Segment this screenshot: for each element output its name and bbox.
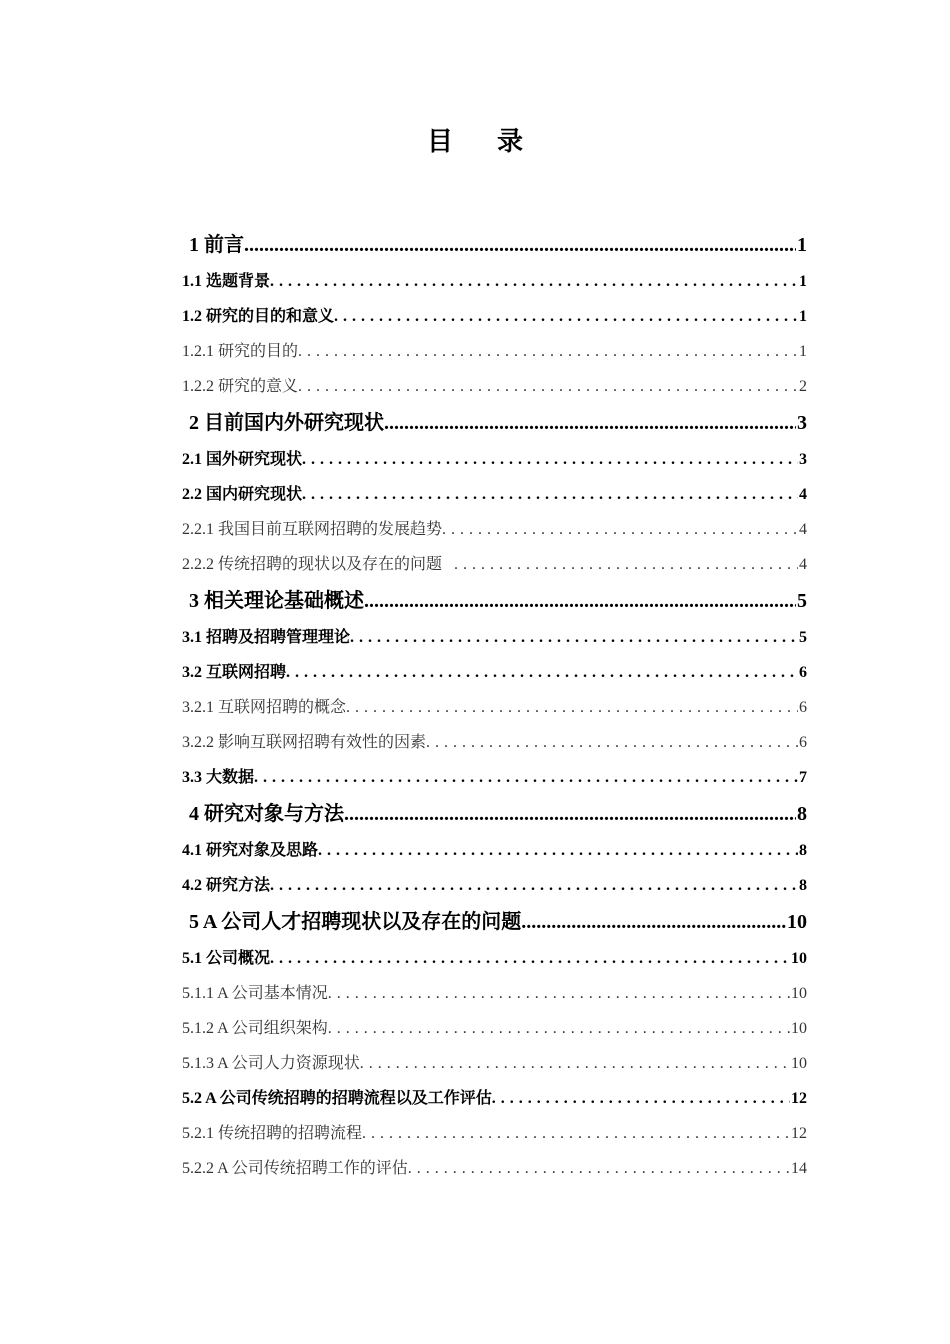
toc-entry-page-number: 4 bbox=[799, 556, 807, 573]
toc-entry-label: 3.2.2 影响互联网招聘有效性的因素 bbox=[182, 734, 427, 751]
toc-subsection-entry[interactable] bbox=[182, 690, 807, 725]
toc-entry-page-number: 10 bbox=[791, 950, 807, 967]
toc-dot-leader bbox=[454, 547, 798, 582]
toc-entry-page-number: 10 bbox=[787, 911, 807, 933]
toc-entry-label: 1.2.1 研究的目的 bbox=[182, 343, 299, 360]
toc-dot-leader bbox=[521, 903, 786, 941]
toc-dot-leader bbox=[360, 1046, 790, 1081]
toc-entry-page-number: 12 bbox=[791, 1090, 807, 1107]
toc-entry-page-number: 8 bbox=[799, 842, 807, 859]
toc-subsection-entry[interactable] bbox=[182, 1046, 807, 1081]
toc-entry-page-number: 8 bbox=[799, 877, 807, 894]
toc-entry-label: 5.1.2 A 公司组织架构 bbox=[182, 1020, 328, 1037]
toc-chapter-entry[interactable] bbox=[182, 903, 807, 941]
toc-subsection-entry[interactable] bbox=[182, 1116, 807, 1151]
toc-entry-page-number: 3 bbox=[797, 412, 807, 434]
toc-entry-page-number: 10 bbox=[791, 985, 807, 1002]
toc-section-entry[interactable] bbox=[182, 760, 807, 795]
toc-dot-leader bbox=[302, 442, 798, 477]
toc-section-entry[interactable] bbox=[182, 264, 807, 299]
toc-entry-label: 5.1.3 A 公司人力资源现状 bbox=[182, 1055, 360, 1072]
toc-section-entry[interactable] bbox=[182, 833, 807, 868]
toc-entry-label: 3.2 互联网招聘 bbox=[182, 664, 287, 681]
toc-subsection-entry[interactable] bbox=[182, 976, 807, 1011]
toc-dot-leader bbox=[298, 369, 798, 404]
toc-entry-label: 2.2.2 传统招聘的现状以及存在的问题 bbox=[182, 556, 455, 573]
toc-chapter-entry[interactable] bbox=[182, 226, 807, 264]
toc-dot-leader bbox=[492, 1081, 790, 1116]
toc-dot-leader bbox=[270, 264, 798, 299]
toc-section-entry[interactable] bbox=[182, 299, 807, 334]
toc-subsection-entry[interactable] bbox=[182, 1011, 807, 1046]
toc-section-entry[interactable] bbox=[182, 620, 807, 655]
toc-dot-leader bbox=[298, 334, 798, 369]
toc-dot-leader bbox=[362, 1116, 790, 1151]
toc-dot-leader bbox=[334, 299, 798, 334]
toc-entry-label: 5 A 公司人才招聘现状以及存在的问题 bbox=[189, 911, 522, 933]
toc-entry-label: 5.2.1 传统招聘的招聘流程 bbox=[182, 1125, 363, 1142]
toc-dot-leader bbox=[318, 833, 798, 868]
toc-entry-page-number: 1 bbox=[797, 234, 807, 256]
toc-dot-leader bbox=[364, 582, 796, 620]
toc-dot-leader bbox=[350, 620, 798, 655]
toc-section-entry[interactable] bbox=[182, 477, 807, 512]
toc-dot-leader bbox=[384, 404, 796, 442]
toc-entry-page-number: 10 bbox=[791, 1020, 807, 1037]
toc-chapter-entry[interactable] bbox=[182, 582, 807, 620]
toc-dot-leader bbox=[254, 760, 798, 795]
toc-entry-page-number: 10 bbox=[791, 1055, 807, 1072]
toc-entry-page-number: 6 bbox=[799, 664, 807, 681]
toc-entry-page-number: 12 bbox=[791, 1125, 807, 1142]
toc-entry-label: 5.1 公司概况 bbox=[182, 950, 271, 967]
toc-entry-page-number: 7 bbox=[799, 769, 807, 786]
toc-entry-label: 5.1.1 A 公司基本情况 bbox=[182, 985, 328, 1002]
toc-dot-leader bbox=[302, 477, 798, 512]
toc-dot-leader bbox=[328, 1011, 790, 1046]
toc-entry-label: 2.1 国外研究现状 bbox=[182, 451, 303, 468]
toc-entry-label: 1.1 选题背景 bbox=[182, 273, 271, 290]
toc-section-entry[interactable] bbox=[182, 655, 807, 690]
toc-entry-label: 2.2 国内研究现状 bbox=[182, 486, 303, 503]
toc-dot-leader bbox=[442, 512, 798, 547]
toc-entry-page-number: 2 bbox=[799, 378, 807, 395]
toc-entry-label: 1.2.2 研究的意义 bbox=[182, 378, 299, 395]
toc-entry-label: 3.3 大数据 bbox=[182, 769, 255, 786]
toc-entry-page-number: 1 bbox=[799, 273, 807, 290]
toc-entry-label: 1.2 研究的目的和意义 bbox=[182, 308, 335, 325]
toc-section-entry[interactable] bbox=[182, 442, 807, 477]
toc-entry-label: 3.1 招聘及招聘管理理论 bbox=[182, 629, 351, 646]
toc-entry-page-number: 3 bbox=[799, 451, 807, 468]
toc-entry-label: 2 目前国内外研究现状 bbox=[189, 412, 384, 434]
toc-entry-label: 4 研究对象与方法 bbox=[189, 803, 344, 825]
toc-chapter-entry[interactable] bbox=[182, 404, 807, 442]
toc-entry-label: 1 前言 bbox=[189, 234, 244, 256]
toc-section-entry[interactable] bbox=[182, 941, 807, 976]
toc-entry-page-number: 4 bbox=[799, 521, 807, 538]
toc-dot-leader bbox=[408, 1151, 790, 1186]
toc-dot-leader bbox=[328, 976, 790, 1011]
page-title: 目录 bbox=[426, 127, 567, 156]
toc-chapter-entry[interactable] bbox=[182, 795, 807, 833]
toc-entry-page-number: 5 bbox=[797, 590, 807, 612]
toc-subsection-entry[interactable] bbox=[182, 725, 807, 760]
toc-subsection-entry[interactable] bbox=[182, 547, 807, 582]
toc-dot-leader bbox=[426, 725, 798, 760]
toc-entry-page-number: 1 bbox=[799, 308, 807, 325]
toc-dot-leader bbox=[346, 690, 798, 725]
toc-entry-page-number: 14 bbox=[791, 1160, 807, 1177]
toc-dot-leader bbox=[286, 655, 798, 690]
toc-dot-leader bbox=[270, 941, 790, 976]
toc-entry-page-number: 6 bbox=[799, 734, 807, 751]
toc-entry-label: 2.2.1 我国目前互联网招聘的发展趋势 bbox=[182, 521, 443, 538]
toc-section-entry[interactable] bbox=[182, 868, 807, 903]
table-of-contents bbox=[182, 226, 807, 1186]
toc-entry-label: 4.2 研究方法 bbox=[182, 877, 271, 894]
toc-entry-label: 4.1 研究对象及思路 bbox=[182, 842, 319, 859]
toc-entry-label: 3 相关理论基础概述 bbox=[189, 590, 364, 612]
toc-section-entry[interactable] bbox=[182, 1081, 807, 1116]
toc-entry-page-number: 8 bbox=[797, 803, 807, 825]
toc-subsection-entry[interactable] bbox=[182, 512, 807, 547]
toc-entry-page-number: 6 bbox=[799, 699, 807, 716]
toc-dot-leader bbox=[244, 226, 796, 264]
toc-entry-page-number: 4 bbox=[799, 486, 807, 503]
toc-subsection-entry[interactable] bbox=[182, 369, 807, 404]
toc-entry-label: 5.2.2 A 公司传统招聘工作的评估 bbox=[182, 1160, 408, 1177]
toc-entry-page-number: 5 bbox=[799, 629, 807, 646]
toc-entry-page-number: 1 bbox=[799, 343, 807, 360]
toc-subsection-entry[interactable] bbox=[182, 334, 807, 369]
toc-dot-leader bbox=[344, 795, 796, 833]
toc-entry-label: 5.2 A 公司传统招聘的招聘流程以及工作评估 bbox=[182, 1090, 492, 1107]
toc-dot-leader bbox=[270, 868, 798, 903]
toc-entry-label: 3.2.1 互联网招聘的概念 bbox=[182, 699, 347, 716]
toc-subsection-entry[interactable] bbox=[182, 1151, 807, 1186]
